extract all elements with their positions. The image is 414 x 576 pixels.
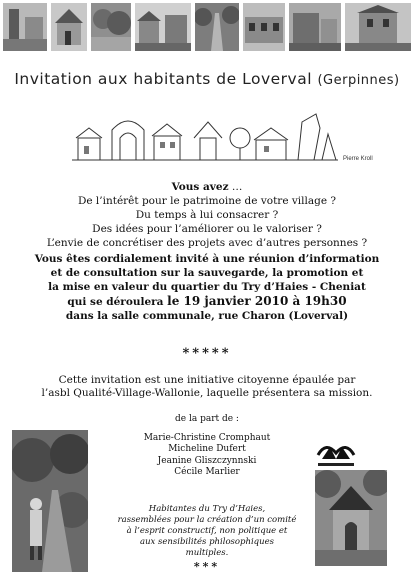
initiative-line: Cette invitation est une initiative citoyenne épaulée par (58, 374, 356, 386)
photo-manor (345, 3, 411, 51)
photo-woman-on-path (12, 430, 88, 572)
signer-name: Jeanine Gliszczynnski (157, 455, 257, 466)
intro-block (0, 180, 414, 250)
photo-house (51, 3, 87, 51)
photo-garden (91, 3, 131, 51)
invite-line: et de consultation sur la sauvegarde, la promotion et (50, 267, 364, 279)
initiative-block (0, 374, 414, 400)
photo-village (135, 3, 191, 51)
signer-name: Marie-Christine Cromphaut (143, 432, 271, 443)
village-sketch-illustration (70, 108, 340, 166)
photo-chapel (315, 470, 387, 566)
photo-strip (3, 3, 411, 51)
intro-heading-suffix: … (231, 181, 243, 193)
invite-place: dans la salle communale, rue Charon (Loverval) (65, 310, 349, 322)
group-line: aux sensibilités philosophiques (140, 537, 274, 547)
intro-line: De l’intérêt pour le patrimoine de votre village ? (77, 195, 337, 207)
photo-street-2 (289, 3, 341, 51)
invite-line: Vous êtes cordialement invité à une réunion d’information (34, 253, 380, 265)
invite-line: la mise en valeur du quartier du Try d’Haies - Cheniat (48, 281, 366, 293)
group-line: à l’esprit constructif, non politique et (126, 526, 288, 536)
intro-line: Du temps à lui consacrer ? (135, 209, 279, 221)
intro-line: L’envie de concrétiser des projets avec d’autres personnes ? (46, 237, 368, 249)
signers-intro: de la part de : (175, 414, 239, 424)
group-line: multiples. (185, 548, 229, 558)
photo-street-1 (3, 3, 47, 51)
intro-heading: Vous avez (171, 181, 229, 193)
photo-path (195, 3, 239, 51)
title-main: Invitation aux habitants de Loverval (14, 70, 313, 88)
footer-stars: *** (193, 560, 221, 573)
page-title (0, 70, 414, 88)
group-line: Habitantes du Try d’Haies, (148, 504, 266, 514)
title-sub: (Gerpinnes) (317, 73, 400, 88)
group-line: rassemblées pour la création d’un comité (117, 515, 297, 525)
invitation-block (0, 252, 414, 323)
qvw-logo (316, 437, 356, 469)
invite-date-prefix: qui se déroulera (67, 296, 164, 308)
separator-stars: ***** (182, 346, 232, 361)
initiative-line: l’asbl Qualité-Village-Wallonie, laquelle présentera sa mission. (41, 387, 373, 399)
photo-row-houses (243, 3, 285, 51)
intro-line: Des idées pour l’améliorer ou le valoriser ? (92, 223, 322, 235)
signer-name: Micheline Dufert (168, 444, 246, 454)
sketch-credit: Pierre Kroll (343, 156, 373, 162)
invite-date: le 19 janvier 2010 à 19h30 (167, 294, 347, 308)
signer-name: Cécile Marlier (174, 467, 240, 477)
